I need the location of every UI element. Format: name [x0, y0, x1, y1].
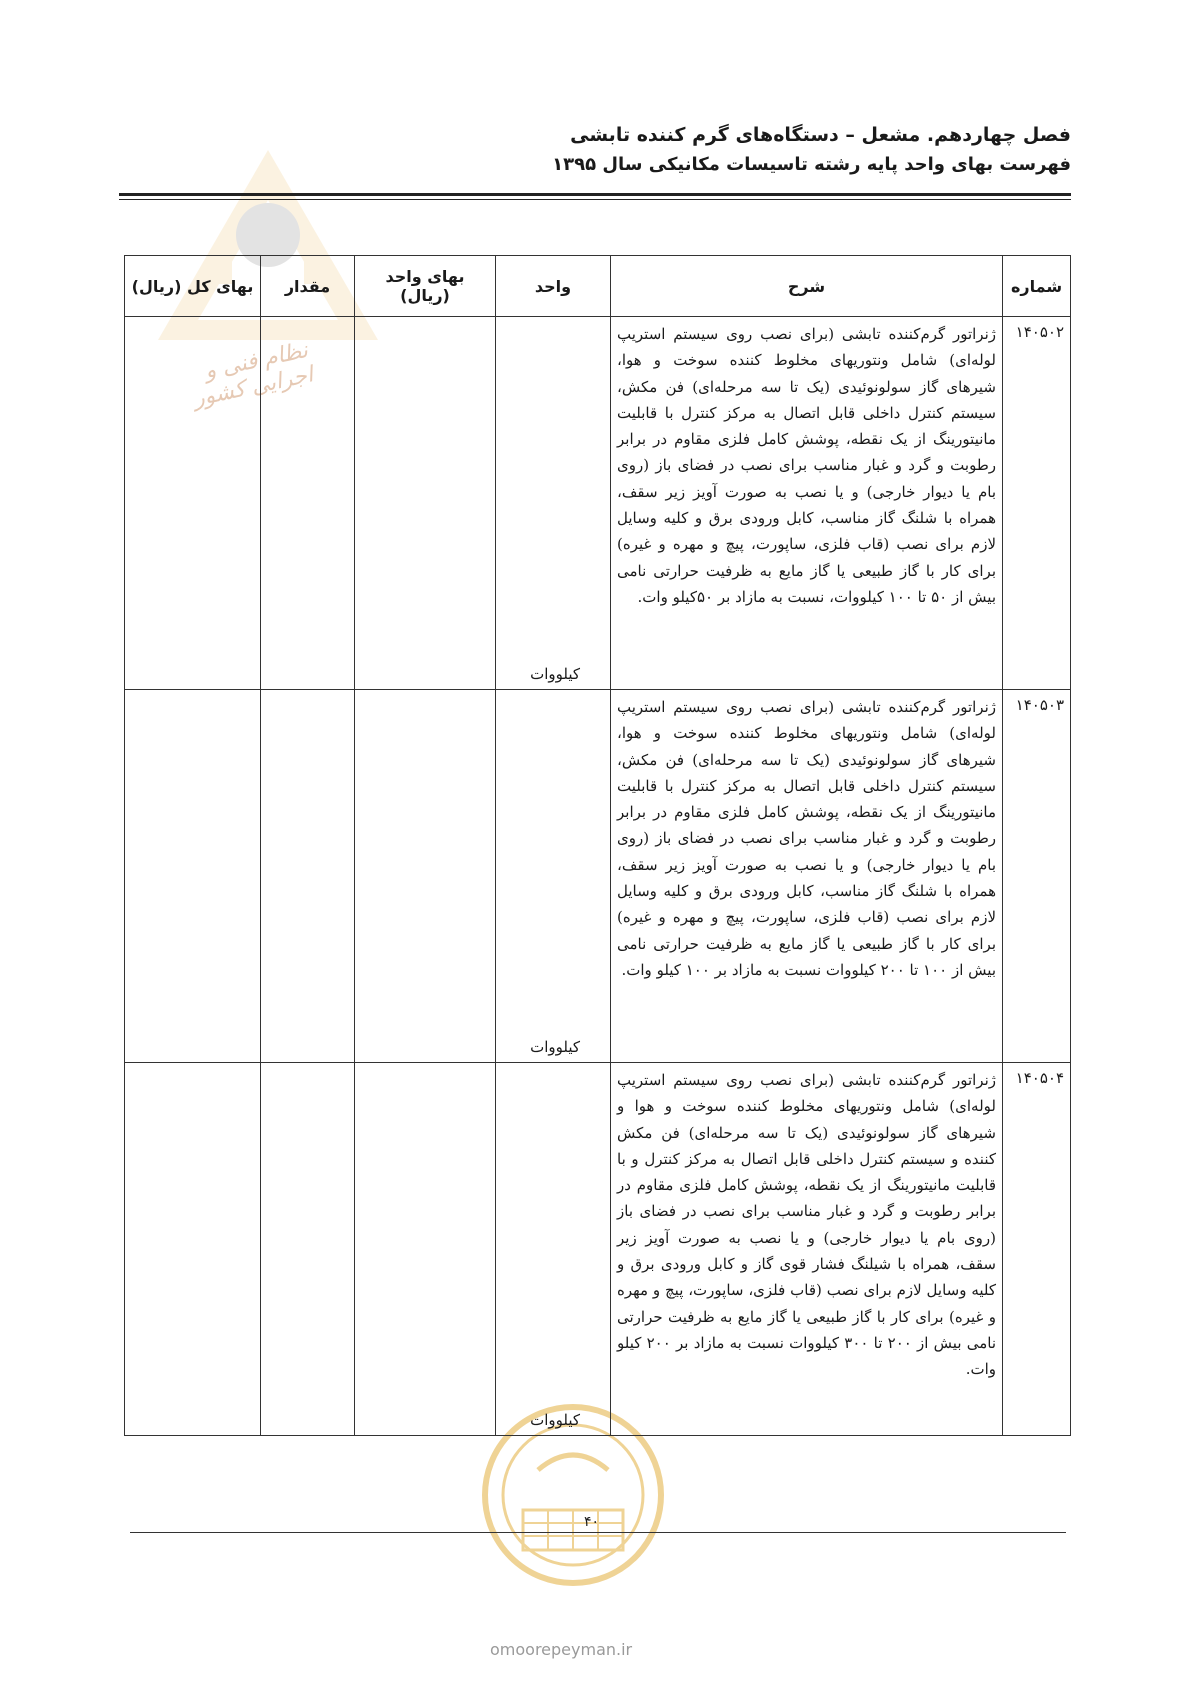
item-total-price	[125, 690, 261, 1063]
item-unit: کیلووات	[496, 1063, 611, 1436]
header-rule-thin	[119, 199, 1071, 200]
price-list-table	[124, 255, 1071, 1436]
item-number: ۱۴۰۵۰۴	[1003, 1063, 1071, 1436]
item-unit: کیلووات	[496, 690, 611, 1063]
footer-rule	[130, 1532, 1066, 1533]
item-unit: کیلووات	[496, 317, 611, 690]
header-rule-thick	[119, 193, 1071, 196]
header-total-price: بهای کل (ریال)	[125, 256, 261, 317]
item-number: ۱۴۰۵۰۲	[1003, 317, 1071, 690]
header-number: شماره	[1003, 256, 1071, 317]
item-total-price	[125, 1063, 261, 1436]
header-description: شرح	[611, 256, 1003, 317]
chapter-title: فصل چهاردهم. مشعل – دستگاه‌های گرم کننده تابشی	[570, 124, 1071, 146]
item-unit-price	[355, 690, 496, 1063]
item-description: ژنراتور گرم‌کننده تابشی (برای نصب روی سیستم استریپ لوله‌ای) شامل ونتوریهای مخلوط کننده سوخت و هوا، شیرهای گاز سولونوئیدی (یک تا سه مرحله‌ای) فن مکش، سیستم کنترل داخلی قابل اتصال به مرکز کنترل با قابلیت مانیتورینگ از یک نقطه، پوشش کامل فلزی مقاوم در برابر رطوبت و گرد و غبار مناسب برای نصب در فضای باز (روی بام یا دیوار خارجی) و یا نصب به صورت آویز زیر سقف، همراه با شلنگ گاز مناسب، کابل ورودی برق و کلیه وسایل لازم برای نصب (قاب فلزی، ساپورت، پیچ و مهره و غیره) برای کار با گاز طبیعی یا گاز مایع به ظرفیت حرارتی نامی بیش از ۵۰ تا ۱۰۰ کیلووات، نسبت به مازاد بر ۵۰کیلو وات.	[611, 317, 1003, 690]
table-header-row	[125, 256, 1071, 317]
table-row	[125, 690, 1071, 1063]
website-watermark: omoorepeyman.ir	[490, 1640, 633, 1659]
header-quantity: مقدار	[261, 256, 355, 317]
page-header	[121, 122, 1071, 178]
book-title: فهرست بهای واحد پایه رشته تاسیسات مکانیکی سال ۱۳۹۵	[552, 154, 1071, 175]
header-unit: واحد	[496, 256, 611, 317]
item-number: ۱۴۰۵۰۳	[1003, 690, 1071, 1063]
item-description: ژنراتور گرم‌کننده تابشی (برای نصب روی سیستم استریپ لوله‌ای) شامل ونتوریهای مخلوط کننده سوخت و هوا و شیرهای گاز سولونوئیدی (یک تا سه مرحله‌ای) فن مکش کننده و سیستم کنترل داخلی قابل اتصال به مرکز کنترل و با قابلیت مانیتورینگ از یک نقطه، پوشش کامل فلزی مقاوم در برابر رطوبت و گرد و غبار مناسب برای نصب در فضای باز (روی بام یا دیوار خارجی) و یا نصب به صورت آویز زیر سقف، همراه با شیلنگ فشار قوی گاز و کابل ورودی برق و کلیه وسایل لازم برای نصب (قاب فلزی، ساپورت، پیچ و مهره و غیره) برای کار با گاز طبیعی یا گاز مایع به ظرفیت حرارتی نامی بیش از ۲۰۰ تا ۳۰۰ کیلووات نسبت به مازاد بر ۲۰۰ کیلو وات.	[611, 1063, 1003, 1436]
item-total-price	[125, 317, 261, 690]
item-quantity	[261, 1063, 355, 1436]
header-unit-price: بهای واحد (ریال)	[355, 256, 496, 317]
watermark-text: نظام فنی و اجرایی کشور	[191, 337, 316, 413]
item-unit-price	[355, 1063, 496, 1436]
item-description: ژنراتور گرم‌کننده تابشی (برای نصب روی سیستم استریپ لوله‌ای) شامل ونتوریهای مخلوط کننده سوخت و هوا، شیرهای گاز سولونوئیدی (یک تا سه مرحله‌ای) فن مکش، سیستم کنترل داخلی قابل اتصال به مرکز کنترل با قابلیت مانیتورینگ از یک نقطه، پوشش کامل فلزی مقاوم در برابر رطوبت و گرد و غبار مناسب برای نصب در فضای باز (روی بام یا دیوار خارجی) و یا نصب به صورت آویز زیر سقف، همراه با شلنگ گاز مناسب، کابل ورودی برق و کلیه وسایل لازم برای نصب (قاب فلزی، ساپورت، پیچ و مهره و غیره) برای کار با گاز طبیعی یا گاز مایع به ظرفیت حرارتی نامی بیش از ۱۰۰ تا ۲۰۰ کیلووات نسبت به مازاد بر ۱۰۰ کیلو وات.	[611, 690, 1003, 1063]
item-quantity	[261, 317, 355, 690]
item-quantity	[261, 690, 355, 1063]
page-number: ۴۰	[584, 1514, 600, 1530]
table-row	[125, 317, 1071, 690]
table-row	[125, 1063, 1071, 1436]
item-unit-price	[355, 317, 496, 690]
